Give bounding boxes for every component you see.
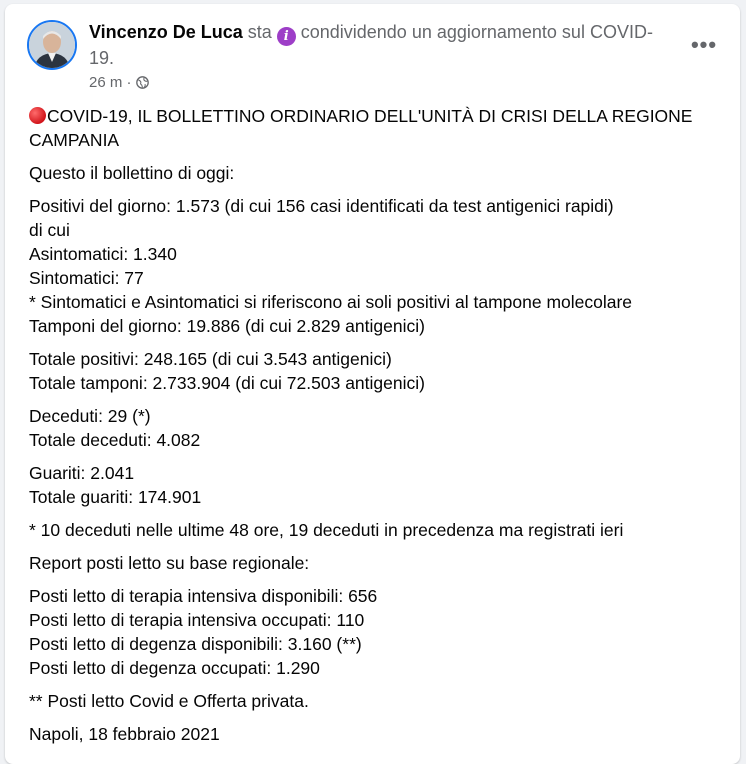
text-line: Posti letto di degenza disponibili: 3.160 (**) bbox=[29, 634, 362, 654]
post-time[interactable]: 26 m bbox=[89, 74, 123, 91]
daily-block bbox=[29, 194, 719, 338]
intro-line: Questo il bollettino di oggi: bbox=[29, 163, 235, 183]
action-text-post: condividendo un aggiornamento sul COVID-19. bbox=[89, 22, 653, 68]
text-line: Deceduti: 29 (*) bbox=[29, 406, 151, 426]
text-line: Asintomatici: 1.340 bbox=[29, 244, 177, 264]
text-line: Positivi del giorno: 1.573 (di cui 156 casi identificati da test antigenici rapidi) bbox=[29, 196, 614, 216]
recovered-block bbox=[29, 461, 719, 509]
beds-note: ** Posti letto Covid e Offerta privata. bbox=[29, 691, 309, 711]
post-meta bbox=[89, 74, 149, 94]
avatar-image bbox=[29, 22, 75, 68]
text-line: Totale tamponi: 2.733.904 (di cui 72.503 antigenici) bbox=[29, 373, 425, 393]
text-line: Posti letto di terapia intensiva occupati: 110 bbox=[29, 610, 365, 630]
post-body bbox=[29, 104, 719, 755]
post-title-line bbox=[29, 104, 719, 152]
deaths-note: * 10 deceduti nelle ultime 48 ore, 19 deceduti in precedenza ma registrati ieri bbox=[29, 520, 624, 540]
text-line: Posti letto di terapia intensiva disponibili: 656 bbox=[29, 586, 378, 606]
text-line: Totale guariti: 174.901 bbox=[29, 487, 202, 507]
text-line: Totale positivi: 248.165 (di cui 3.543 antigenici) bbox=[29, 349, 392, 369]
meta-separator: · bbox=[122, 74, 136, 91]
avatar[interactable] bbox=[27, 20, 77, 70]
red-circle-emoji bbox=[29, 107, 46, 124]
post-card bbox=[5, 4, 740, 764]
globe-icon[interactable] bbox=[136, 76, 149, 94]
text-line: Guariti: 2.041 bbox=[29, 463, 135, 483]
signature: Napoli, 18 febbraio 2021 bbox=[29, 724, 220, 744]
deaths-block bbox=[29, 404, 719, 452]
action-text-pre: sta bbox=[242, 22, 277, 42]
post-title: COVID-19, IL BOLLETTINO ORDINARIO DELL'UNITÀ DI CRISI DELLA REGIONE CAMPANIA bbox=[29, 106, 693, 150]
totals-block bbox=[29, 347, 719, 395]
author-name[interactable]: Vincenzo De Luca bbox=[89, 22, 243, 42]
report-title: Report posti letto su base regionale: bbox=[29, 553, 310, 573]
beds-block bbox=[29, 584, 719, 680]
text-line: di cui bbox=[29, 220, 70, 240]
text-line: Sintomatici: 77 bbox=[29, 268, 144, 288]
more-options-icon[interactable]: ••• bbox=[690, 32, 718, 57]
info-icon: i bbox=[277, 27, 296, 46]
text-line: Tamponi del giorno: 19.886 (di cui 2.829 antigenici) bbox=[29, 316, 425, 336]
text-line: * Sintomatici e Asintomatici si riferiscono ai soli positivi al tampone molecolare bbox=[29, 292, 633, 312]
post-header bbox=[89, 20, 669, 70]
text-line: Totale deceduti: 4.082 bbox=[29, 430, 201, 450]
text-line: Posti letto di degenza occupati: 1.290 bbox=[29, 658, 320, 678]
